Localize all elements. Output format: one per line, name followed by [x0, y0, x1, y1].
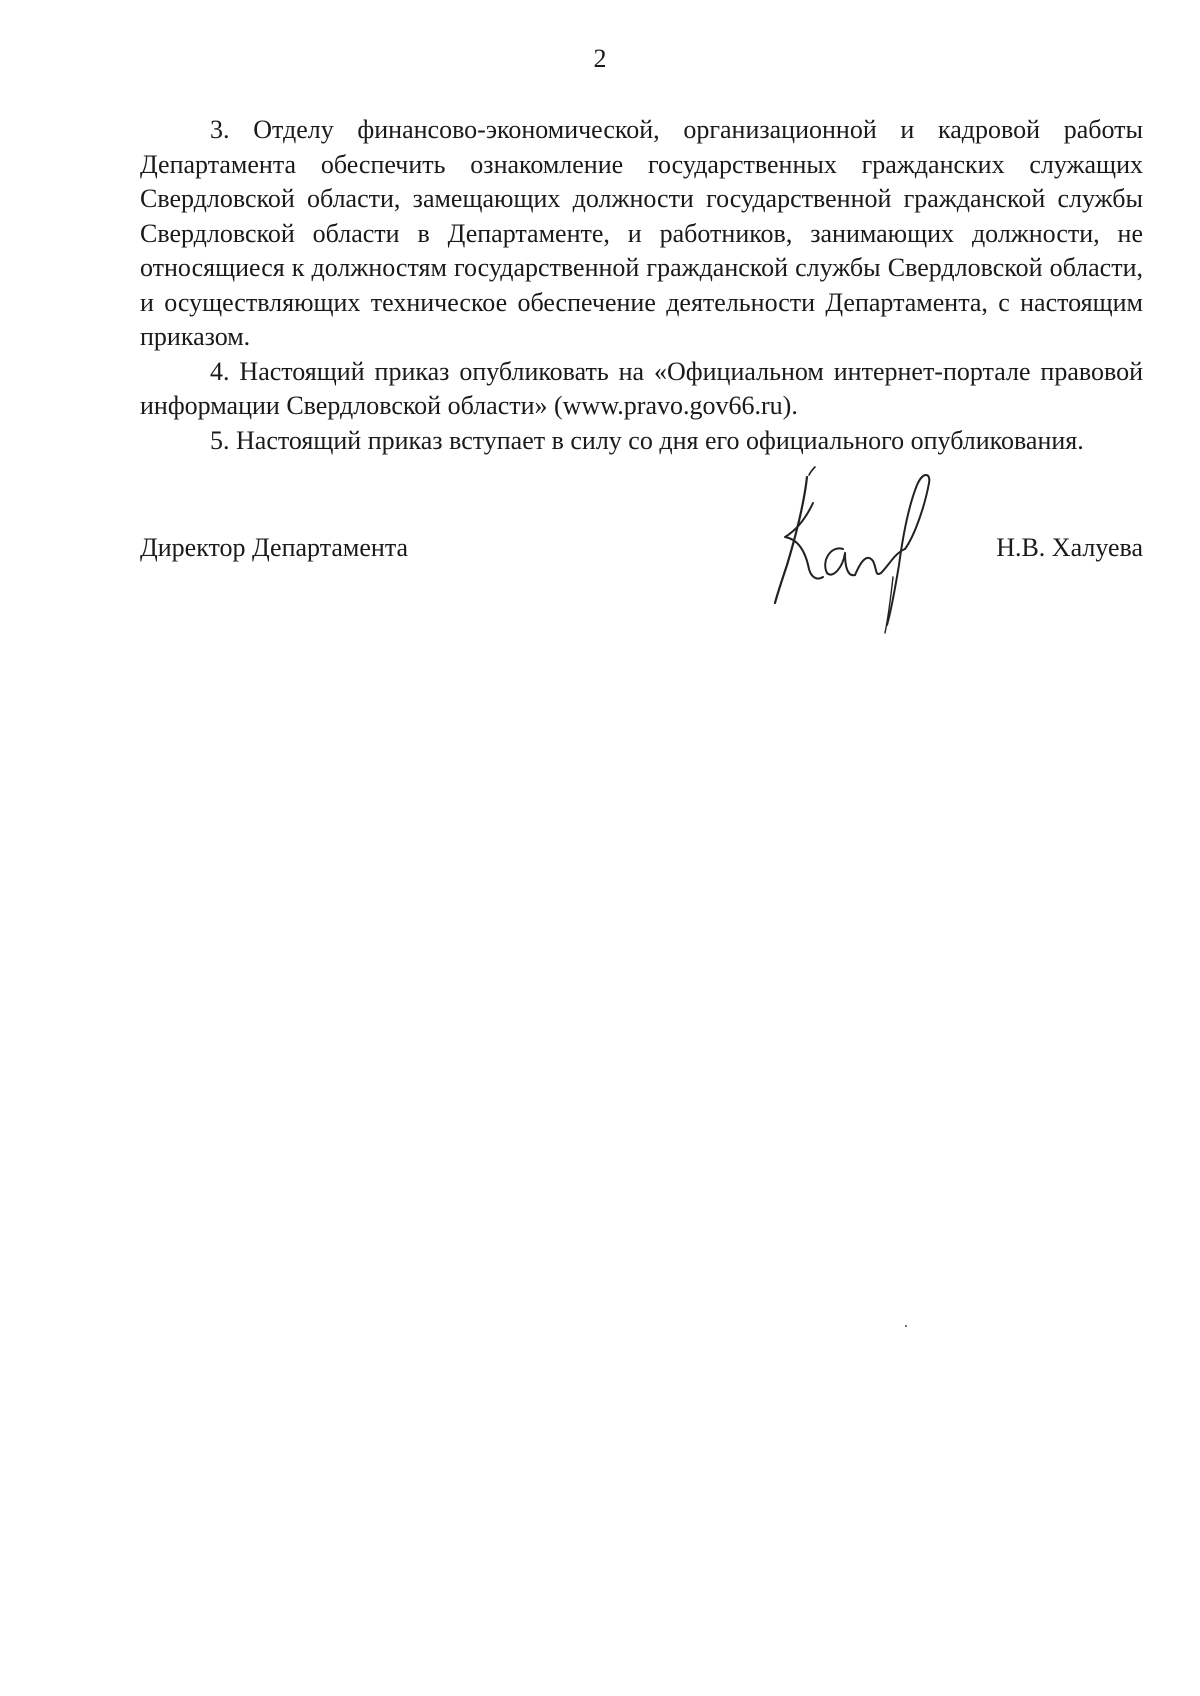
- signature-block: [140, 465, 1143, 635]
- paragraph-3: 3. Отделу финансово-экономической, организационной и кадровой работы Департамента обеспечить ознакомление государственных гражданских служащих Свердловской области, замещающих должности государственной гражданской службы Свердловской области в Департаменте, и работников, занимающих должности, не относящиеся к должностям государственной гражданской службы Свердловской области, и осуществляющих техническое обеспечение деятельности Департамента, с настоящим приказом.: [140, 115, 1143, 351]
- scan-artifact-dot: [905, 1325, 907, 1327]
- paragraph-4: 4. Настоящий приказ опубликовать на «Официальном интернет-портале правовой информации Свердловской области» (www.pravo.gov66.ru).: [140, 356, 1143, 420]
- page-number: 2: [593, 44, 607, 73]
- signer-position-title: Директор Департамента: [140, 533, 409, 562]
- handwritten-signature: [765, 465, 955, 635]
- document-body: [140, 113, 1143, 458]
- paragraph-5: 5. Настоящий приказ вступает в силу со дня его официального опубликования.: [210, 425, 1084, 455]
- signer-name: Н.В. Халуева: [996, 533, 1143, 562]
